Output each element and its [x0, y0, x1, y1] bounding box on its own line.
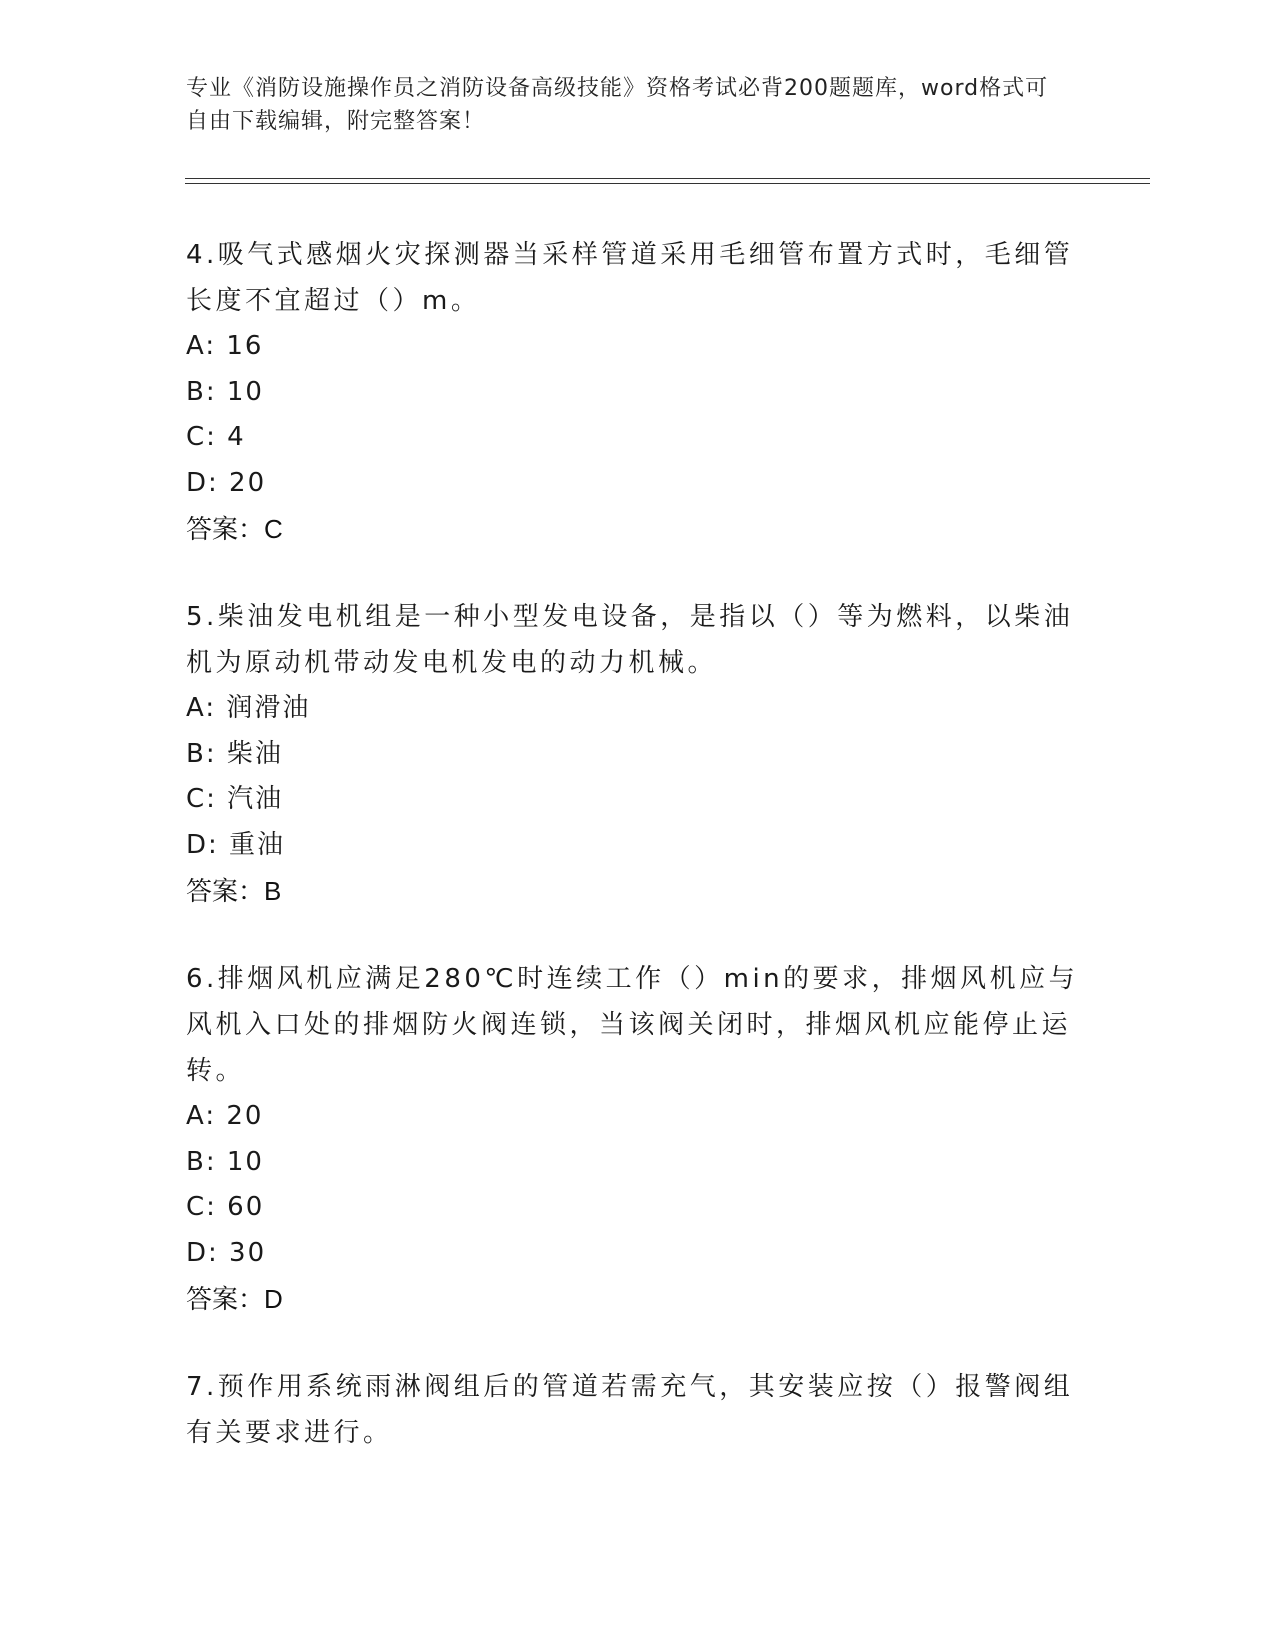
answer: 答案：D: [186, 1284, 283, 1314]
option-b: B: 10: [186, 376, 264, 407]
header-divider: [185, 178, 1150, 179]
answer: 答案：B: [186, 876, 282, 906]
option-d: D: 20: [186, 467, 267, 498]
question-list: [186, 232, 1086, 1498]
option-c: C: 4: [186, 422, 246, 452]
question-stem: 7.预作用系统雨淋阀组后的管道若需充气，其安装应按（）报警阀组有关要求进行。: [186, 1372, 1074, 1448]
question-stem: 4.吸气式感烟火灾探测器当采样管道采用毛细管布置方式时，毛细管长度不宜超过（）m。: [186, 240, 1074, 316]
question-stem: 6.排烟风机应满足280℃时连续工作（）min的要求，排烟风机应与风机入口处的排烟防火阀连锁，当该阀关闭时，排烟风机应能停止运转。: [186, 964, 1079, 1086]
option-b: B: 柴油: [186, 738, 283, 769]
option-a: A: 16: [186, 331, 264, 361]
document-header: 专业《消防设施操作员之消防设备高级技能》资格考试必背200题题库，word格式可自由下载编辑，附完整答案！: [186, 76, 1049, 134]
header-divider-second: [185, 183, 1150, 184]
option-d: D: 重油: [186, 829, 286, 860]
option-d: D: 30: [186, 1237, 267, 1268]
question-stem: 5.柴油发电机组是一种小型发电设备，是指以（）等为燃料，以柴油机为原动机带动发电机发电的动力机械。: [186, 602, 1074, 678]
option-c: C: 汽油: [186, 784, 284, 814]
option-a: A: 20: [186, 1101, 264, 1131]
question-7: [186, 1364, 1086, 1456]
question-5: [186, 594, 1086, 914]
question-6: [186, 956, 1086, 1322]
option-b: B: 10: [186, 1146, 264, 1177]
answer: 答案：C: [186, 514, 283, 544]
question-4: [186, 232, 1086, 552]
option-c: C: 60: [186, 1192, 265, 1222]
option-a: A: 润滑油: [186, 693, 311, 723]
